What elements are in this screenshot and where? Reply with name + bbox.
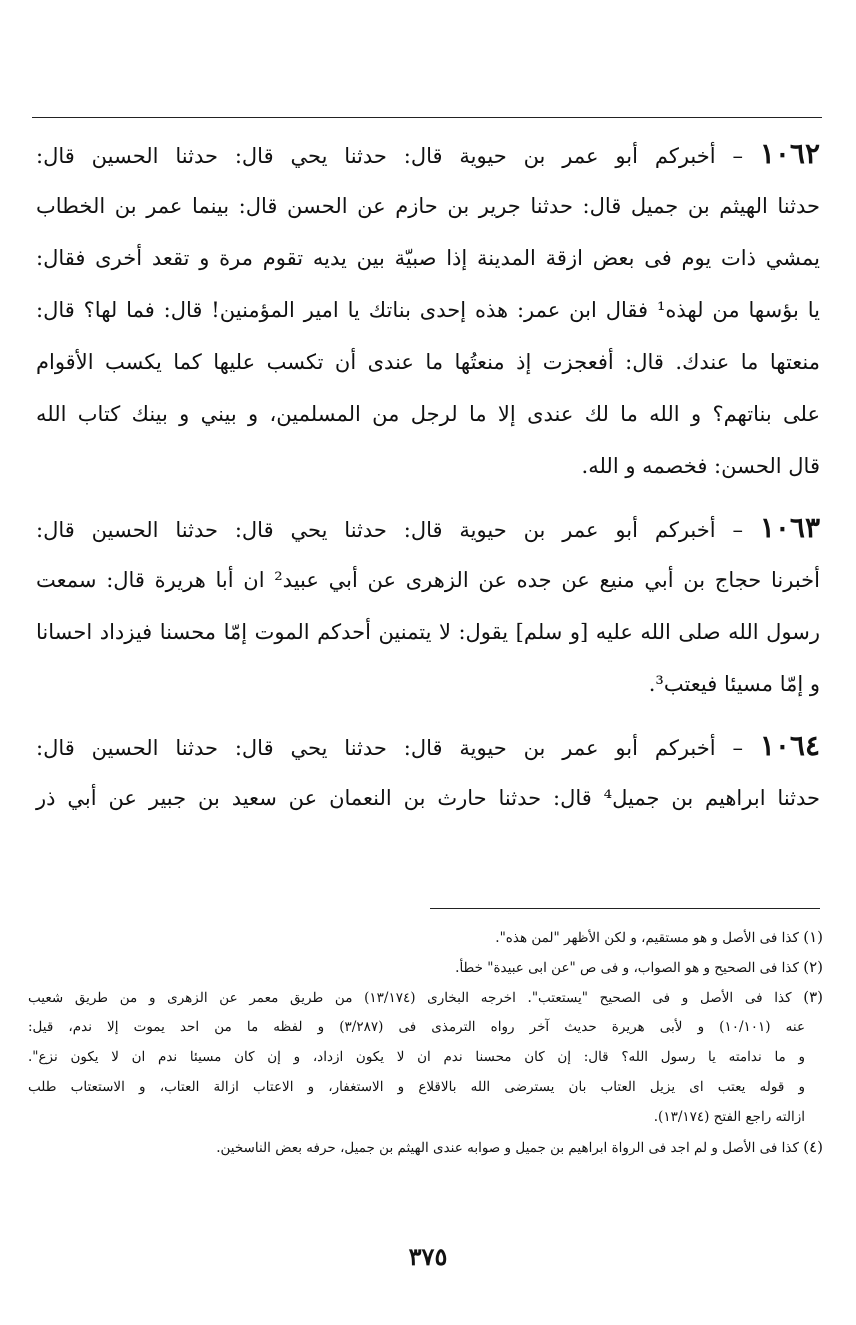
hadith-1064-line-2: حدثنا ابراهيم بن جميل⁴ قال: حدثنا حارث بن النعمان عن سعيد بن جبير عن أبي ذر: [36, 786, 821, 810]
hadith-number: ١٠٦٣: [759, 511, 820, 544]
footnotes: [28, 922, 823, 1162]
footnote-2: (٢) كذا فى الصحيح و هو الصواب، و فى ص "عن ابى عبيدة" خطأ.: [455, 958, 823, 976]
page-number: ٣٧٥: [408, 1242, 448, 1271]
footnote-3-line-3: و ما ندامته يا رسول الله؟ قال: إن كان محسنا ندم ان لا يكون ازداد، و إن كان مسيئا ندم ان لا يكون نزع".: [28, 1049, 805, 1065]
footnote-rule: [430, 908, 820, 909]
hadith-1062-line-3: يمشي ذات يوم فى بعض ازقة المدينة إذا صبيّة بين يديه تقوم مرة و تقعد أخرى فقال:: [36, 246, 820, 270]
hadith-number: ١٠٦٢: [759, 137, 820, 170]
footnote-3-line-4: و قوله يعتب اى يزيل العتاب بان يسترضى الله بالاقلاع و الاستغفار، و الاعتاب ازالة العتاب، و الاستعتاب طلب: [28, 1079, 805, 1095]
hadith-1063-line-1: ١٠٦٣ – أخبركم أبو عمر بن حيوية قال: حدثنا يحي قال: حدثنا الحسين قال:: [36, 511, 820, 544]
hadith-1062-line-1: ١٠٦٢ – أخبركم أبو عمر بن حيوية قال: حدثنا يحي قال: حدثنا الحسين قال:: [36, 137, 820, 170]
footnote-1: (١) كذا فى الأصل و هو مستقيم، و لكن الأظهر "لمن هذه".: [495, 928, 823, 946]
hadith-1063-line-4: و إمّا مسيئا فيعتب³.: [648, 672, 820, 696]
hadith-number: ١٠٦٤: [759, 729, 820, 762]
hadith-1063-line-3: رسول الله صلى الله عليه [و سلم] يقول: لا يتمنين أحدكم الموت إمّا محسنا فيزداد احسانا: [36, 620, 820, 644]
footnote-label: (٢): [803, 958, 823, 976]
hadith-1062-line-6: على بناتهم؟ و الله ما لك عندى إلا ما لرجل من المسلمين، و بيني و بينك كتاب الله: [36, 402, 820, 426]
hadith-1062-line-5: منعتها ما عندك. قال: أفعجزت إذ منعتُها ما عندى أن تكسب عليها كما يكسب الأقوام: [36, 350, 820, 374]
footnote-label: (١): [803, 928, 823, 946]
main-text: [36, 128, 820, 824]
footnote-label: (٤): [803, 1138, 823, 1156]
footnote-4: (٤) كذا فى الأصل و لم اجد فى الرواة ابراهيم بن جميل و صوابه عندى الهيثم بن جميل، حرفه بعض الناسخين.: [216, 1138, 823, 1156]
top-rule: [32, 117, 822, 118]
hadith-1062-line-2: حدثنا الهيثم بن جميل قال: حدثنا جرير بن حازم عن الحسن قال: بينما عمر بن الخطاب: [36, 194, 820, 218]
footnote-label: (٣): [803, 988, 823, 1006]
hadith-1063-line-2: أخبرنا حجاج بن أبي منيع عن جده عن الزهرى عن أبي عبيد² ان أبا هريرة قال: سمعت: [36, 568, 820, 592]
footnote-3-line-5: ازالته راجع الفتح (١٣/١٧٤).: [653, 1109, 805, 1125]
footnote-3: (٣) كذا فى الأصل و فى الصحيح "يستعتب". اخرجه البخارى (١٣/١٧٤) من طريق معمر عن الزهرى و من طريق شعيب: [28, 988, 823, 1006]
hadith-1062-line-7: قال الحسن: فخصمه و الله.: [581, 454, 820, 478]
hadith-1062-line-4: يا بؤسها من لهذه¹ فقال ابن عمر: هذه إحدى بناتك يا امير المؤمنين! قال: فما لها؟ قال:: [36, 298, 820, 322]
hadith-1064-line-1: ١٠٦٤ – أخبركم أبو عمر بن حيوية قال: حدثنا يحي قال: حدثنا الحسين قال:: [36, 729, 820, 762]
footnote-3-line-2: عنه (١٠/١٠١) و لأبى هريرة حديث آخر رواه الترمذى فى (٣/٢٨٧) و لفظه ما من احد يموت إلا ندم، قيل:: [28, 1019, 805, 1035]
